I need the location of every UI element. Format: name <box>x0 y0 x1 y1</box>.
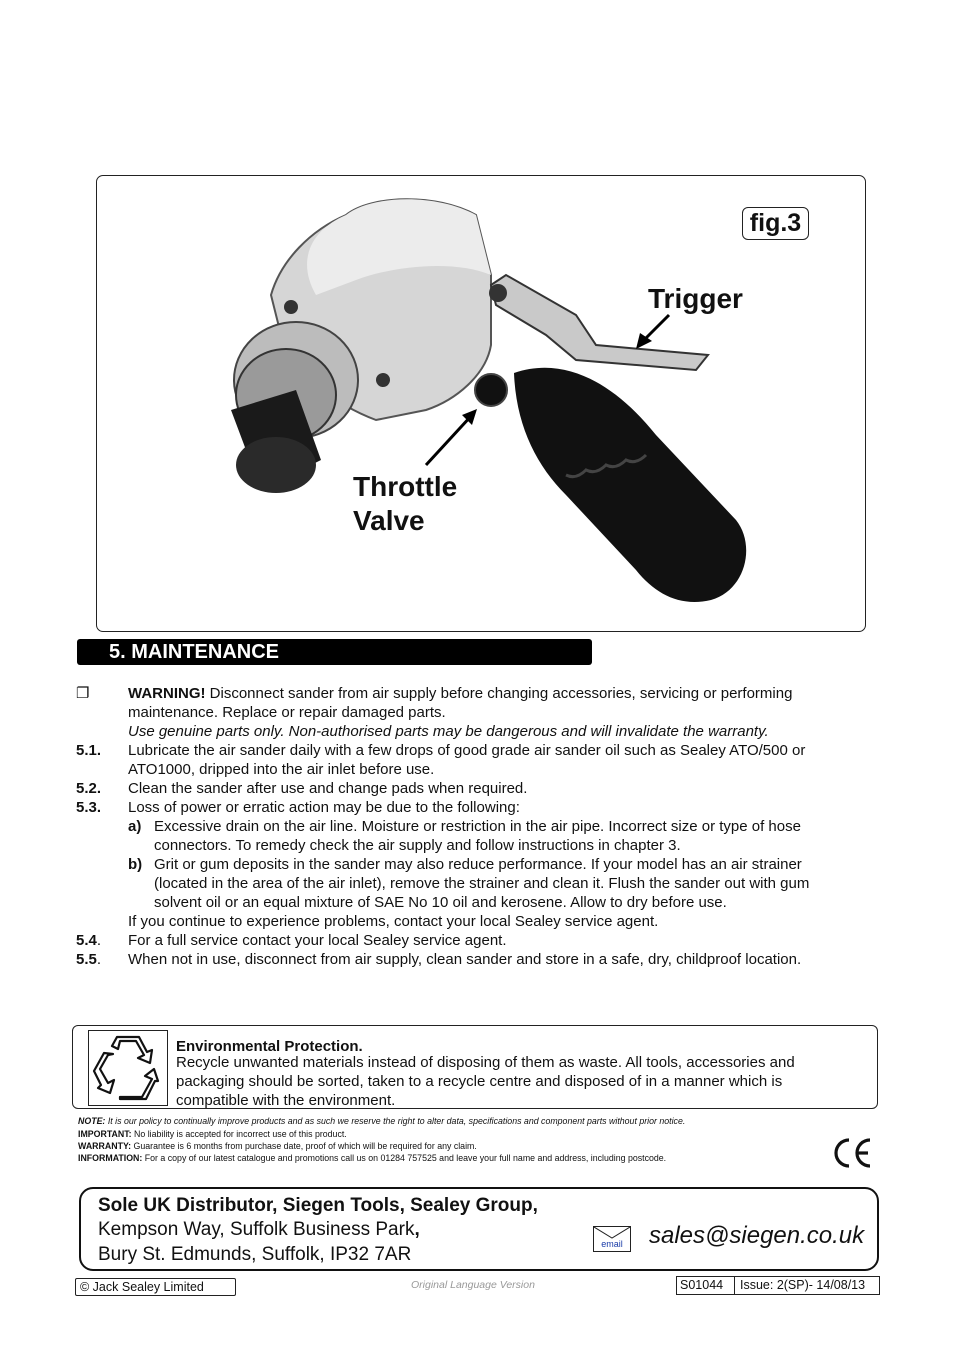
warning-label: WARNING! <box>128 685 206 702</box>
air-sander-photo <box>96 175 866 632</box>
item-5-3-footer: If you continue to experience problems, contact your local Sealey service agent. <box>128 913 659 930</box>
callout-trigger: Trigger <box>648 283 743 314</box>
warning-line2: maintenance. Replace or repair damaged parts. <box>128 704 446 721</box>
section-header: 5. MAINTENANCE <box>77 639 592 665</box>
item-number-5-4-text: 5.4 <box>76 932 97 949</box>
distributor-line3: Bury St. Edmunds, Suffolk, IP32 7AR <box>98 1244 412 1265</box>
item-5-4-line1: For a full service contact your local Sealey service agent. <box>128 932 507 949</box>
environment-line3: compatible with the environment. <box>176 1092 396 1109</box>
ce-mark-icon <box>830 1136 874 1170</box>
warranty-line <box>78 1141 477 1152</box>
item-5-3-a-label: a) <box>128 818 142 835</box>
item-5-5-line1: When not in use, disconnect from air supply, clean sander and store in a safe, dry, childproof location. <box>128 951 802 968</box>
original-language-note: Original Language Version <box>411 1279 535 1291</box>
document-issue: Issue: 2(SP)- 14/08/13 <box>740 1278 866 1292</box>
information-text: For a copy of our latest catalogue and promotions call us on 01284 757525 and leave your full name and address, including postcode. <box>142 1153 667 1163</box>
item-5-3-b-line3: solvent oil or an equal mixture of SAE No 10 oil and kerosene. Allow to dry before use. <box>154 894 727 911</box>
callout-throttle-line1: Throttle <box>353 471 458 502</box>
environment-text <box>176 1053 866 1110</box>
note-label: NOTE: <box>78 1116 106 1126</box>
callout-throttle-valve <box>353 470 457 538</box>
item-5-3-line1: Loss of power or erratic action may be due to the following: <box>128 799 520 816</box>
item-5-2-line1: Clean the sander after use and change pads when required. <box>128 780 528 797</box>
item-5-1-line2: ATO1000, dripped into the air inlet before use. <box>128 761 435 778</box>
item-number-5-3: 5.3. <box>76 799 102 816</box>
email-address-link[interactable]: sales@siegen.co.uk <box>649 1222 865 1249</box>
item-5-3-b-label: b) <box>128 856 143 873</box>
distributor-line1: Sole UK Distributor, Siegen Tools, Sealey Group, <box>98 1195 538 1216</box>
figure-label: fig.3 <box>742 207 809 240</box>
information-line <box>78 1153 666 1164</box>
warning-text1: Disconnect sander from air supply before changing accessories, servicing or performing <box>205 685 793 702</box>
email-icon-label: email <box>601 1239 623 1249</box>
warranty-label: WARRANTY: <box>78 1141 132 1151</box>
item-number-5-2: 5.2. <box>76 780 102 797</box>
item-5-1-line1: Lubricate the air sander daily with a few drops of good grade air sander oil such as Sealey ATO/500 or <box>128 742 806 759</box>
item-5-3-a-line1: Excessive drain on the air line. Moisture or restriction in the air pipe. Incorrect size or type of hose <box>154 818 801 835</box>
warning-marker-icon: ❐ <box>76 685 90 702</box>
callout-throttle-line2: Valve <box>353 505 425 536</box>
handle-grip <box>514 368 746 602</box>
warning-italic: Use genuine parts only. Non-authorised parts may be dangerous and will invalidate the warranty. <box>128 723 769 740</box>
important-text: No liability is accepted for incorrect use of this product. <box>131 1129 347 1139</box>
item-5-3-b-line1: Grit or gum deposits in the sander may also reduce performance. If your model has an air strainer <box>154 856 802 873</box>
distributor-line2 <box>98 1218 420 1241</box>
warranty-text: Guarantee is 6 months from purchase date, proof of which will be required for any claim. <box>131 1141 477 1151</box>
important-line <box>78 1129 347 1140</box>
item-number-5-1: 5.1. <box>76 742 102 759</box>
note-text: It is our policy to continually improve products and as such we reserve the right to alter data, specifications and component parts without prior notice. <box>105 1116 686 1126</box>
warning-line1 <box>128 684 792 703</box>
reference-divider <box>734 1276 735 1295</box>
item-number-5-4-dot: . <box>96 932 102 949</box>
item-number-5-5-text: 5.5 <box>76 951 97 968</box>
item-5-3-a-line2: connectors. To remedy check the air supply and follow instructions in chapter 3. <box>154 837 681 854</box>
information-label: INFORMATION: <box>78 1153 143 1163</box>
throttle-arrow <box>426 415 472 465</box>
environment-line1: Recycle unwanted materials instead of disposing of them as waste. All tools, accessories and <box>176 1054 795 1071</box>
document-code: S01044 <box>680 1278 724 1292</box>
important-label: IMPORTANT: <box>78 1129 132 1139</box>
environment-title: Environmental Protection. <box>176 1038 363 1055</box>
item-5-3-b-line2: (located in the area of the air inlet), remove the strainer and clean it. Flush the sander out with gum <box>154 875 810 892</box>
item-number-5-4 <box>76 931 101 950</box>
recycle-icon <box>92 1033 164 1103</box>
item-number-5-5 <box>76 950 101 969</box>
note-line <box>78 1116 685 1127</box>
throttle-valve-knob <box>475 374 507 406</box>
environment-line2: packaging should be sorted, taken to a recycle centre and disposed of in a manner which is <box>176 1073 783 1090</box>
copyright-notice: © Jack Sealey Limited <box>75 1278 236 1296</box>
distributor-line2-comma: , <box>414 1219 420 1240</box>
distributor-line2-text: Kempson Way, Suffolk Business Park <box>98 1219 415 1240</box>
item-number-5-5-dot: . <box>96 951 102 968</box>
